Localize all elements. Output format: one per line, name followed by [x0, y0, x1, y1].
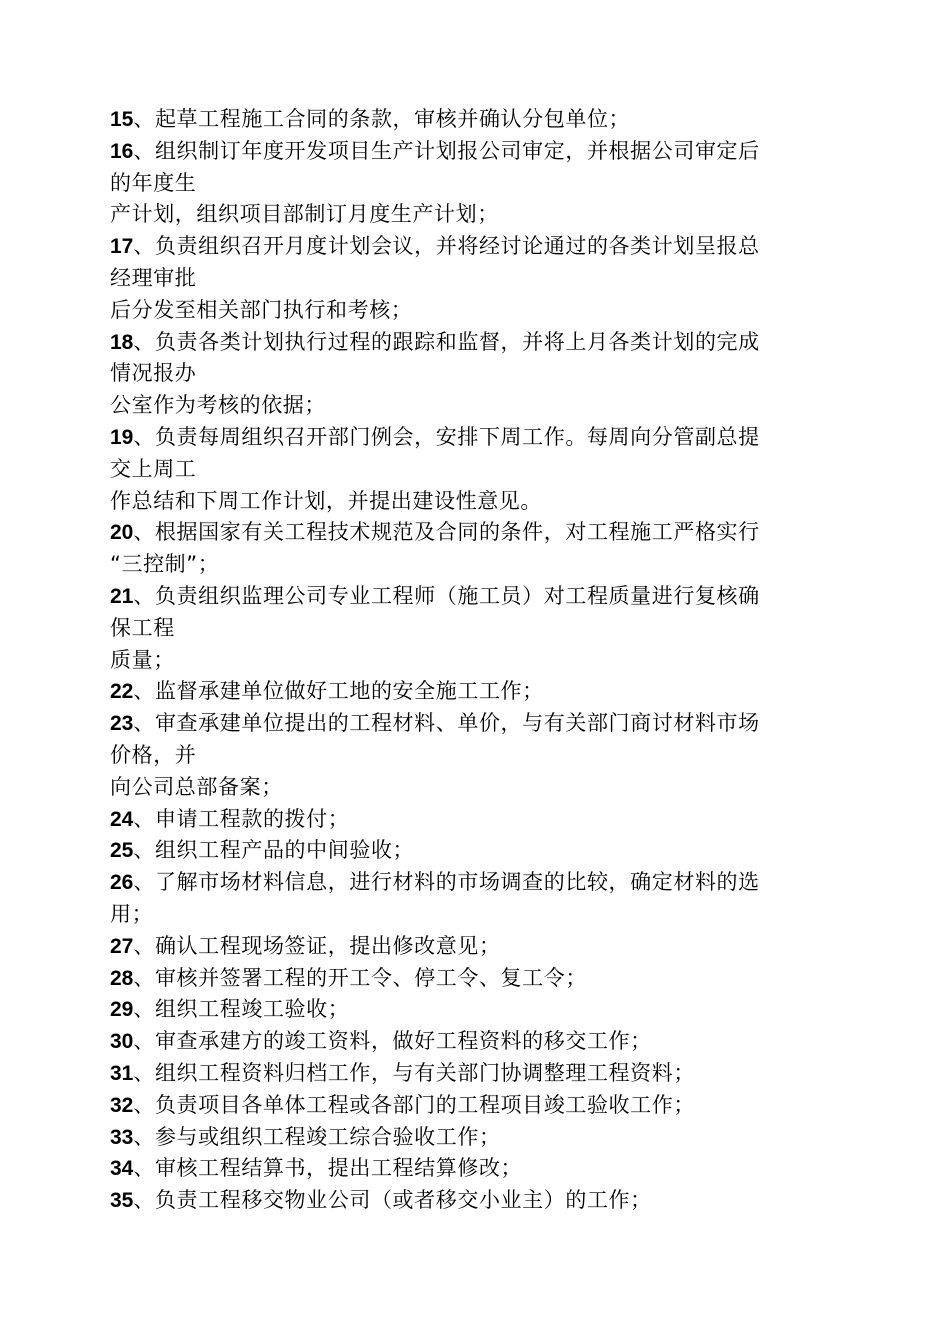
item-text: 后分发至相关部门执行和考核； [110, 297, 413, 322]
item-text: 保工程 [110, 615, 175, 640]
list-item-continuation [110, 263, 830, 295]
document-body [110, 104, 830, 1217]
item-number: 26 [110, 871, 134, 895]
item-number: 30 [110, 1030, 134, 1054]
list-item-continuation [110, 454, 830, 486]
item-text: 产计划，组织项目部制订月度生产计划； [110, 202, 499, 227]
list-item-continuation [110, 168, 830, 200]
item-number: 22 [110, 680, 134, 704]
item-text: 、起草工程施工合同的条款，审核并确认分包单位； [133, 107, 631, 131]
list-item-continuation [110, 740, 830, 772]
item-text: 、审核工程结算书，提出工程结算修改； [133, 1156, 523, 1181]
item-text: 质量； [110, 647, 175, 672]
item-number: 18 [110, 330, 134, 354]
item-number: 34 [110, 1157, 134, 1181]
list-item-continuation [110, 772, 830, 804]
item-number: 17 [110, 235, 134, 259]
list-item [110, 1026, 830, 1058]
item-number: 16 [110, 139, 134, 163]
item-number: 27 [110, 934, 134, 958]
item-number: 33 [110, 1125, 134, 1149]
list-item [110, 422, 830, 454]
item-number: 20 [110, 521, 134, 545]
item-text: 、组织制订年度开发项目生产计划报公司审定，并根据公司审定后 [133, 138, 760, 163]
item-text: 、组织工程产品的中间验收； [133, 838, 415, 863]
list-item [110, 867, 830, 899]
item-text: 交上周工 [110, 456, 197, 481]
item-text: 、确认工程现场签证，提出修改意见； [133, 933, 501, 958]
item-text: 、组织工程资料归档工作，与有关部门协调整理工程资料； [133, 1060, 695, 1085]
list-item [110, 136, 830, 168]
list-item [110, 708, 830, 740]
list-item [110, 327, 830, 359]
item-text: 、了解市场材料信息，进行材料的市场调查的比较，确定材料的选 [133, 870, 760, 895]
list-item-continuation [110, 899, 830, 931]
list-item [110, 1185, 830, 1217]
list-item-continuation [110, 549, 830, 581]
list-item [110, 231, 830, 263]
list-item [110, 994, 830, 1026]
item-number: 28 [110, 966, 134, 990]
list-item-continuation [110, 645, 830, 677]
list-item [110, 1090, 830, 1122]
list-item-continuation [110, 295, 830, 327]
item-number: 19 [110, 425, 134, 449]
list-item [110, 963, 830, 995]
list-item-continuation [110, 486, 830, 518]
item-text: “三控制”； [110, 552, 220, 577]
item-text: 、监督承建单位做好工地的安全施工工作； [133, 679, 544, 704]
list-item [110, 104, 830, 136]
item-number: 25 [110, 839, 134, 863]
list-item [110, 676, 830, 708]
list-item [110, 931, 830, 963]
list-item-continuation [110, 199, 830, 231]
item-text: 的年度生 [110, 170, 197, 195]
item-number: 24 [110, 807, 134, 831]
item-text: 、审查承建方的竣工资料，做好工程资料的移交工作； [133, 1029, 652, 1054]
list-item [110, 1122, 830, 1154]
item-text: 价格，并 [110, 742, 197, 767]
item-number: 31 [110, 1061, 134, 1085]
item-text: 、负责各类计划执行过程的跟踪和监督，并将上月各类计划的完成 [133, 329, 760, 354]
item-text: 向公司总部备案； [110, 774, 283, 799]
item-text: 用； [110, 901, 154, 926]
item-text: 、负责工程移交物业公司（或者移交小业主）的工作； [133, 1188, 652, 1213]
item-number: 15 [110, 108, 134, 131]
item-text: 、负责组织监理公司专业工程师（施工员）对工程质量进行复核确 [133, 583, 760, 608]
list-item [110, 1153, 830, 1185]
list-item-continuation [110, 358, 830, 390]
item-number: 32 [110, 1093, 134, 1117]
item-number: 21 [110, 584, 134, 608]
item-text: 公室作为考核的依据； [110, 393, 326, 418]
list-item [110, 517, 830, 549]
list-item-continuation [110, 390, 830, 422]
list-item [110, 835, 830, 867]
item-text: 、负责组织召开月度计划会议，并将经讨论通过的各类计划呈报总 [133, 234, 760, 259]
item-text: 、组织工程竣工验收； [133, 997, 350, 1022]
item-text: 、根据国家有关工程技术规范及合同的条件，对工程施工严格实行 [133, 520, 760, 545]
item-text: 、负责每周组织召开部门例会，安排下周工作。每周向分管副总提 [133, 424, 760, 449]
list-item [110, 804, 830, 836]
item-text: 、审查承建单位提出的工程材料、单价，与有关部门商讨材料市场 [133, 711, 760, 736]
item-text: 、申请工程款的拨付； [133, 806, 350, 831]
item-text: 情况报办 [110, 361, 197, 386]
item-text: 、参与或组织工程竣工综合验收工作； [133, 1124, 501, 1149]
item-number: 35 [110, 1189, 134, 1213]
list-item-continuation [110, 613, 830, 645]
item-number: 23 [110, 712, 134, 736]
item-text: 经理审批 [110, 265, 197, 290]
item-text: 、审核并签署工程的开工令、停工令、复工令； [133, 965, 587, 990]
item-number: 29 [110, 998, 134, 1022]
list-item [110, 581, 830, 613]
item-text: 、负责项目各单体工程或各部门的工程项目竣工验收工作； [133, 1092, 695, 1117]
item-text: 作总结和下周工作计划，并提出建设性意见。 [110, 488, 542, 513]
list-item [110, 1058, 830, 1090]
